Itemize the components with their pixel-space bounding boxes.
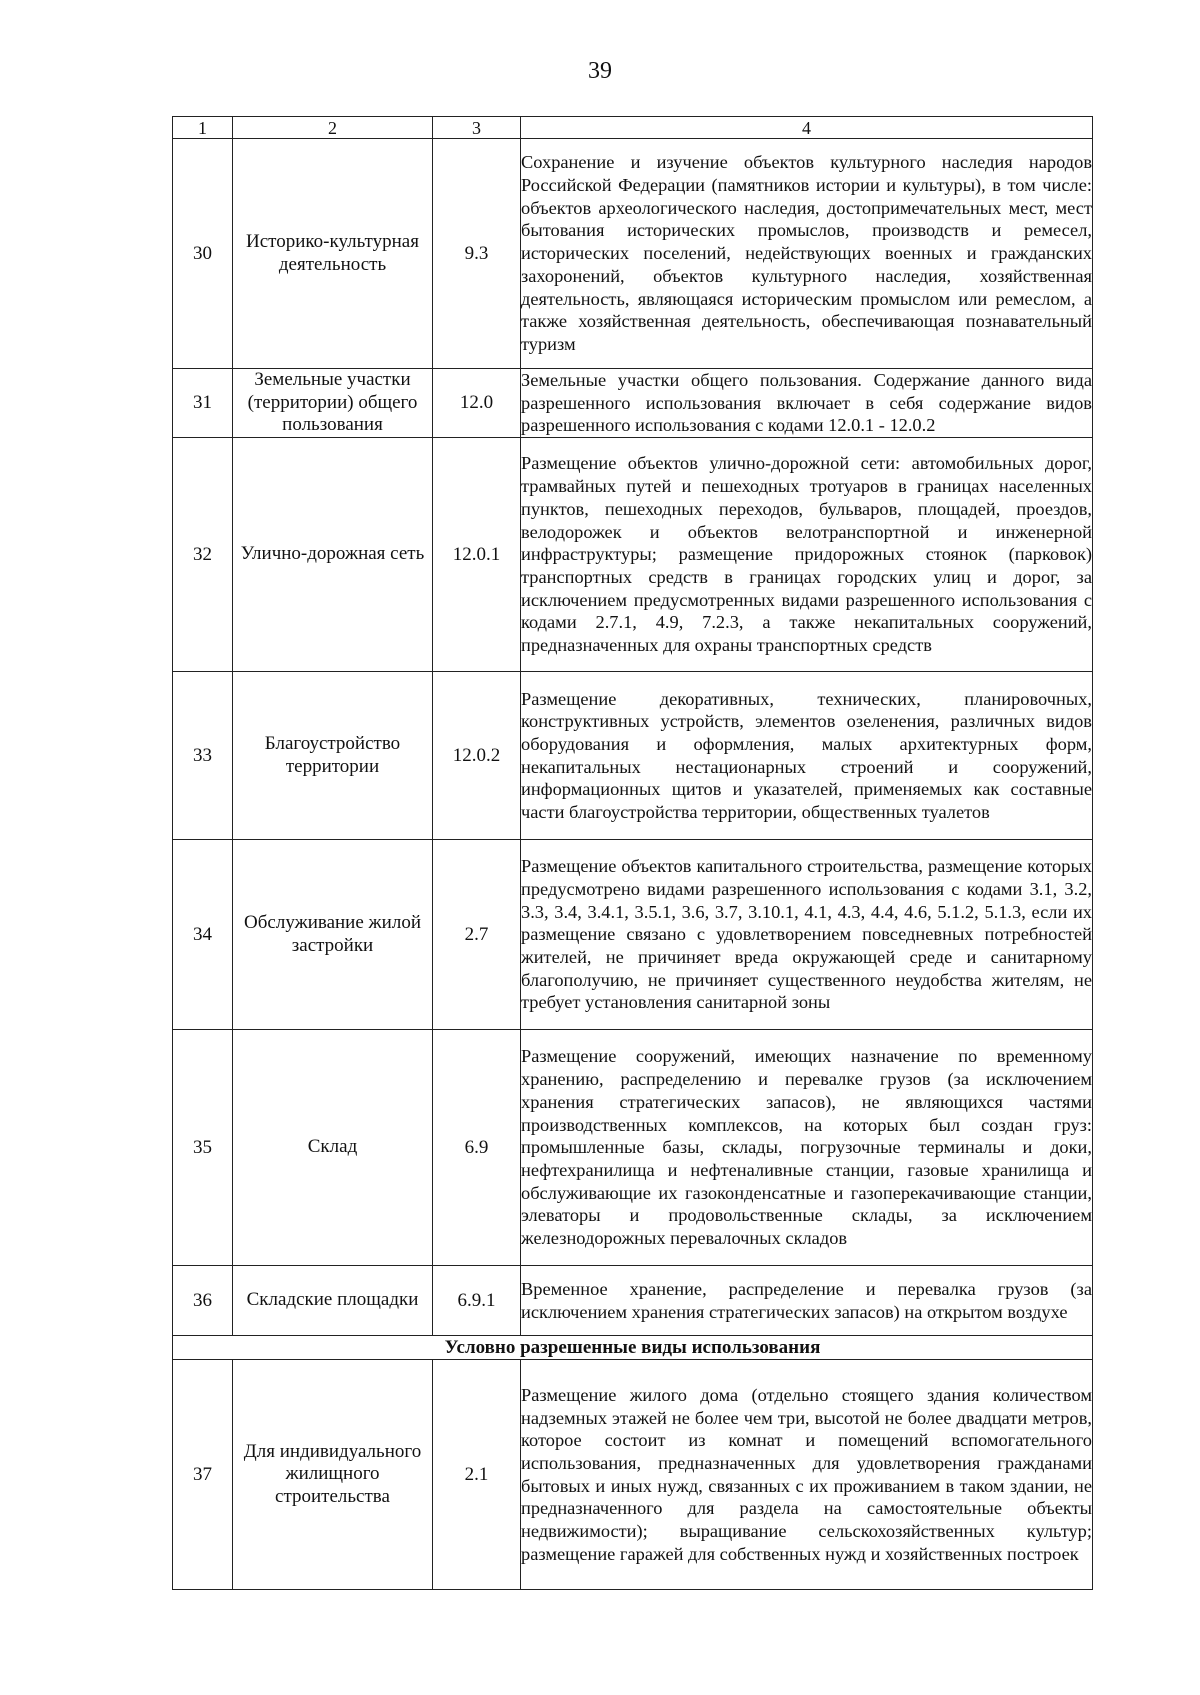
use-type-code: 6.9.1 — [433, 1266, 521, 1336]
section-heading-row — [173, 1336, 1093, 1360]
use-type-description: Размещение объектов капитального строительства, размещение которых предусмотрено видами разрешенного использования с кодами 3.1, 3.2, 3.3, 3.4, 3.4.1, 3.5.1, 3.6, 3.7, 3.10.1, 4.1, 4.3, 4.4, 4.6, 5.1.2, 5.1.3, если их размещение связано с удовлетворением повседневных потребностей жителей, не причиняет вреда окружающей среде и санитарному благополучию, не причиняет существенного неудобства жителям, не требует установления санитарной зоны — [521, 840, 1093, 1030]
table-row — [173, 1030, 1093, 1266]
row-number: 33 — [173, 672, 233, 840]
column-header: 1 — [173, 117, 233, 139]
use-type-description: Размещение жилого дома (отдельно стоящего здания количеством надземных этажей не более чем три, высотой не более двадцати метров, которое состоит из комнат и помещений вспомогательного использования, предназначенных для удовлетворения гражданами бытовых и иных нужд, связанных с их проживанием в таком здании, не предназначенного для раздела на самостоятельные объекты недвижимости); выращивание сельскохозяйственных культур; размещение гаражей для собственных нужд и хозяйственных построек — [521, 1360, 1093, 1590]
use-type-name: Для индивидуального жилищного строительства — [233, 1360, 433, 1590]
use-type-name: Складские площадки — [233, 1266, 433, 1336]
use-type-description: Земельные участки общего пользования. Содержание данного вида разрешенного использования включает в себя содержание видов разрешенного использования с кодами 12.0.1 - 12.0.2 — [521, 369, 1093, 438]
use-type-name: Историко-культурная деятельность — [233, 139, 433, 369]
table-row — [173, 438, 1093, 672]
column-header: 4 — [521, 117, 1093, 139]
use-type-name: Склад — [233, 1030, 433, 1266]
row-number: 36 — [173, 1266, 233, 1336]
use-type-code: 2.1 — [433, 1360, 521, 1590]
use-type-code: 12.0.1 — [433, 438, 521, 672]
use-type-description: Временное хранение, распределение и перевалка грузов (за исключением хранения стратегических запасов) на открытом воздухе — [521, 1266, 1093, 1336]
table-row — [173, 672, 1093, 840]
use-type-description: Размещение декоративных, технических, планировочных, конструктивных устройств, элементов озеленения, различных видов оборудования и оформления, малых архитектурных форм, некапитальных нестационарных строений и сооружений, информационных щитов и указателей, применяемых как составные части благоустройства территории, общественных туалетов — [521, 672, 1093, 840]
use-type-name: Обслуживание жилой застройки — [233, 840, 433, 1030]
page-number: 39 — [588, 58, 612, 84]
use-type-description: Сохранение и изучение объектов культурного наследия народов Российской Федерации (памятников истории и культуры), в том числе: объектов археологического наследия, достопримечательных мест, мест бытования исторических промыслов, производств и ремесел, исторических поселений, недействующих военных и гражданских захоронений, объектов культурного наследия, хозяйственная деятельность, являющаяся историческим промыслом или ремеслом, а также хозяйственная деятельность, обеспечивающая познавательный туризм — [521, 139, 1093, 369]
use-type-code: 12.0 — [433, 369, 521, 438]
use-type-name: Улично-дорожная сеть — [233, 438, 433, 672]
column-header: 3 — [433, 117, 521, 139]
row-number: 34 — [173, 840, 233, 1030]
use-type-description: Размещение сооружений, имеющих назначение по временному хранению, распределению и перевалке грузов (за исключением хранения стратегических запасов), не являющихся частями производственных комплексов, на которых был создан груз: промышленные базы, склады, погрузочные терминалы и доки, нефтехранилища и нефтеналивные станции, газовые хранилища и обслуживающие их газоконденсатные и газоперекачивающие станции, элеваторы и продовольственные склады, за исключением железнодорожных перевалочных складов — [521, 1030, 1093, 1266]
row-number: 32 — [173, 438, 233, 672]
row-number: 30 — [173, 139, 233, 369]
table-header-row — [173, 117, 1093, 139]
column-header: 2 — [233, 117, 433, 139]
use-type-code: 9.3 — [433, 139, 521, 369]
use-type-name: Благоустройство территории — [233, 672, 433, 840]
use-type-description: Размещение объектов улично-дорожной сети: автомобильных дорог, трамвайных путей и пешеходных тротуаров в границах населенных пунктов, пешеходных переходов, бульваров, площадей, проездов, велодорожек и объектов велотранспортной и инженерной инфраструктуры; размещение придорожных стоянок (парковок) транспортных средств в границах городских улиц и дорог, за исключением предусмотренных видами разрешенного использования с кодами 2.7.1, 4.9, 7.2.3, а также некапитальных сооружений, предназначенных для охраны транспортных средств — [521, 438, 1093, 672]
use-type-code: 12.0.2 — [433, 672, 521, 840]
table-row — [173, 369, 1093, 438]
section-heading: Условно разрешенные виды использования — [173, 1336, 1093, 1360]
row-number: 35 — [173, 1030, 233, 1266]
use-type-name: Земельные участки (территории) общего пользования — [233, 369, 433, 438]
land-use-table — [172, 116, 1093, 1590]
table-row — [173, 1360, 1093, 1590]
row-number: 31 — [173, 369, 233, 438]
use-type-code: 2.7 — [433, 840, 521, 1030]
table-row — [173, 1266, 1093, 1336]
table-row — [173, 139, 1093, 369]
table-row — [173, 840, 1093, 1030]
row-number: 37 — [173, 1360, 233, 1590]
use-type-code: 6.9 — [433, 1030, 521, 1266]
